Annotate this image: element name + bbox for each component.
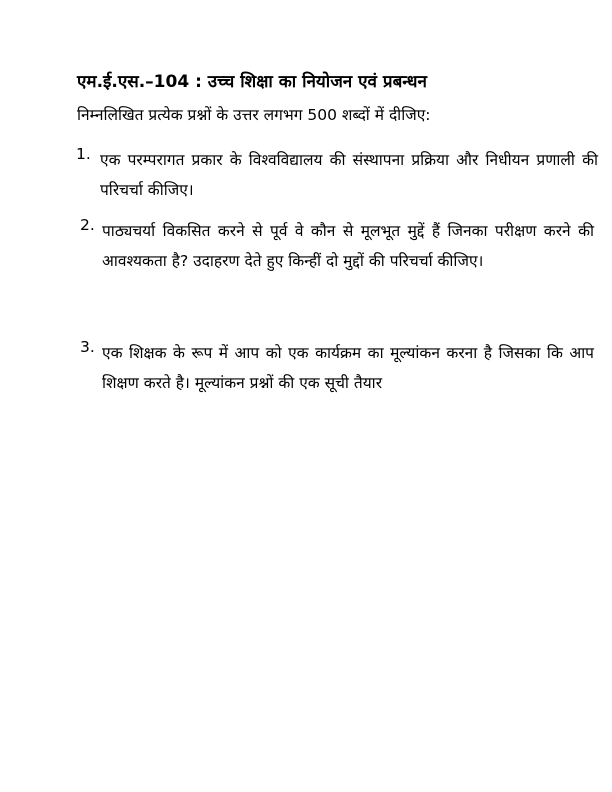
paper-title: एम.ई.एस.–104 : उच्च शिक्षा का नियोजन एवं प्रबन्धन xyxy=(77,72,427,92)
question-number: 3. xyxy=(80,338,95,356)
question-number: 2. xyxy=(80,216,95,234)
instruction-text: निम्नलिखित प्रत्येक प्रश्नों के उत्तर लगभग 500 शब्दों में दीजिए: xyxy=(77,106,431,124)
question-number: 1. xyxy=(76,145,91,163)
question-text: एक शिक्षक के रूप में आप को एक कार्यक्रम का मूल्यांकन करना है जिसका कि आप शिक्षण करते है। मूल्यांकन प्रश्नों की एक सूची तैयार xyxy=(102,344,594,392)
question-text: पाठ्यचर्या विकसित करने से पूर्व वे कौन से मूलभूत मुद्दें हैं जिनका परीक्षण करने की आवश्यकता है? उदाहरण देते हुए किन्हीं दो मुद्दों की परिचर्चा कीजिए। xyxy=(102,222,594,270)
question-text: एक परम्परागत प्रकार के विश्वविद्यालय की संस्थापना प्रक्रिया और निधीयन प्रणाली की परिचर्चा कीजिए। xyxy=(100,151,598,199)
